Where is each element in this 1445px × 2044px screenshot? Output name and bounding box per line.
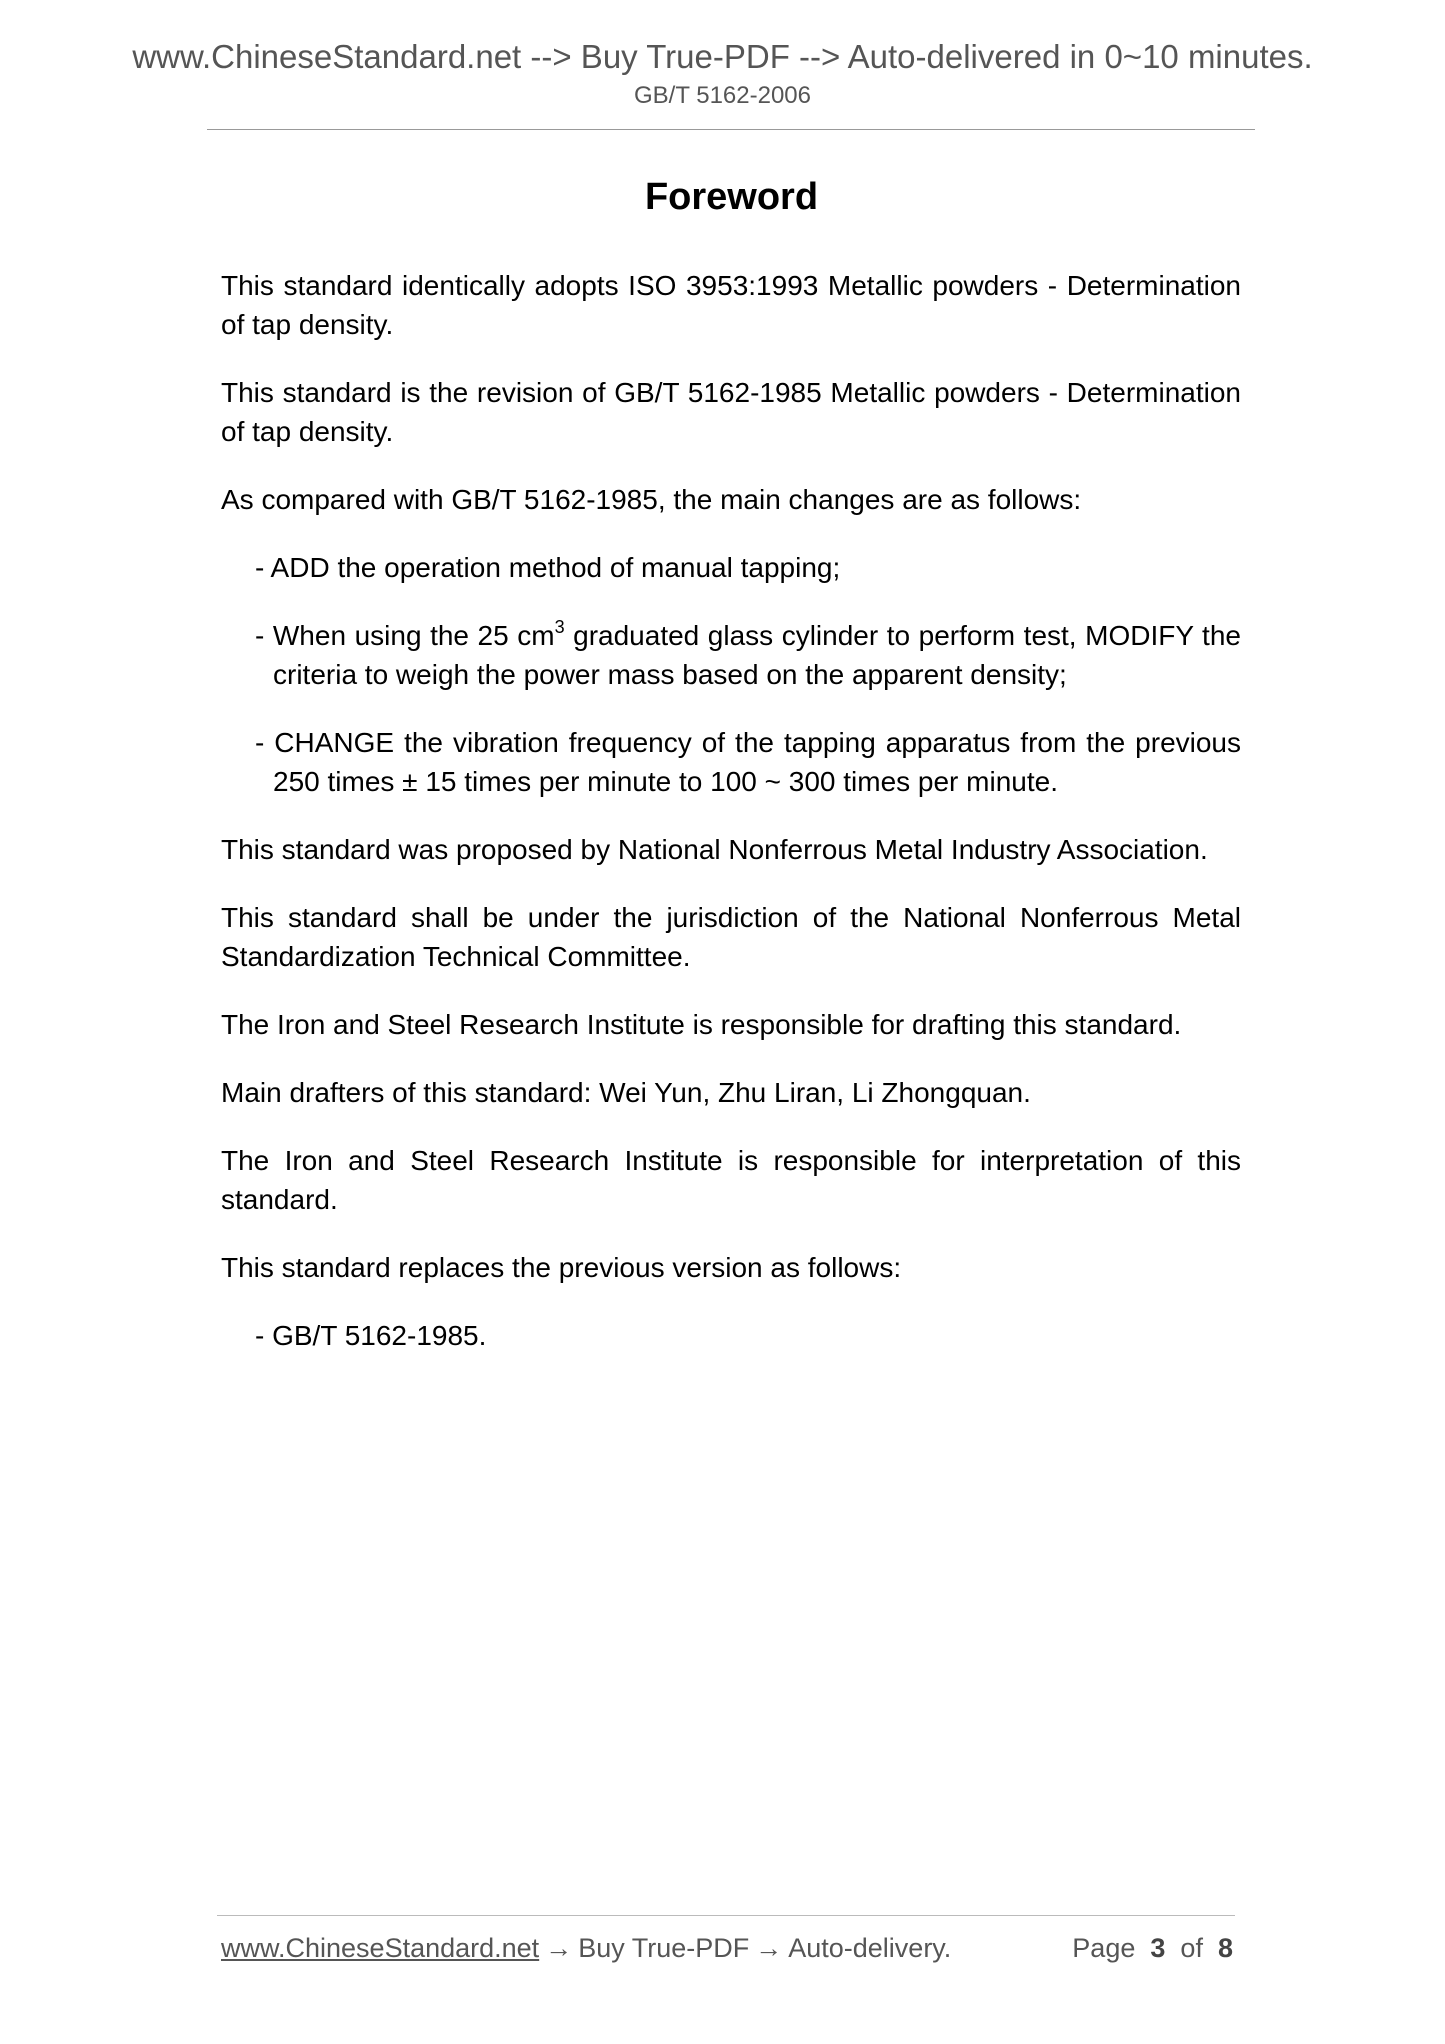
- paragraph: This standard shall be under the jurisdiction of the National Nonferrous Metal Standardization Technical Committee.: [221, 902, 1241, 972]
- arrow-right-icon: →: [545, 1933, 573, 1963]
- site-link[interactable]: www.ChineseStandard.net: [221, 1933, 540, 1963]
- page-indicator: [1072, 1933, 1233, 1964]
- page-label: Page: [1072, 1933, 1136, 1963]
- list-item: - ADD the operation method of manual tapping;: [255, 552, 841, 583]
- paragraph: The Iron and Steel Research Institute is responsible for interpretation of this standard.: [221, 1145, 1241, 1215]
- paragraph: This standard identically adopts ISO 3953:1993 Metallic powders - Determination of tap density.: [221, 270, 1241, 340]
- footer-left: [221, 1933, 951, 1964]
- arrow-right-icon: →: [755, 1933, 783, 1963]
- delivery-text: Auto-delivery.: [788, 1933, 952, 1963]
- list-item: - CHANGE the vibration frequency of the tapping apparatus from the previous 250 times ± 15 times per minute to 100 ~ 300 times per minute.: [255, 727, 1241, 797]
- page-total: 8: [1217, 1933, 1233, 1963]
- paragraph: Main drafters of this standard: Wei Yun, Zhu Liran, Li Zhongquan.: [221, 1077, 1031, 1108]
- list-item-text: graduated glass cylinder to perform test, MODIFY the criteria to weigh the power mass based on the apparent density;: [273, 620, 1241, 690]
- page-title: Foreword: [644, 176, 819, 218]
- of-label: of: [1180, 1933, 1203, 1963]
- header-divider: [207, 129, 1255, 130]
- superscript: 3: [554, 617, 565, 637]
- list-item: [221, 616, 1241, 694]
- list-item-text: - When using the 25 cm: [255, 620, 555, 651]
- foreword-body: [221, 266, 1241, 1384]
- paragraph: The Iron and Steel Research Institute is responsible for drafting this standard.: [221, 1009, 1182, 1040]
- footer-divider: [217, 1915, 1235, 1916]
- paragraph: This standard was proposed by National Nonferrous Metal Industry Association.: [221, 834, 1208, 865]
- paragraph: This standard replaces the previous version as follows:: [221, 1252, 902, 1283]
- buy-text: Buy True-PDF: [578, 1933, 750, 1963]
- list-item: - GB/T 5162-1985.: [255, 1320, 487, 1351]
- page-footer: [221, 1933, 1233, 1964]
- document-number: GB/T 5162-2006: [633, 82, 811, 109]
- paragraph: This standard is the revision of GB/T 5162-1985 Metallic powders - Determination of tap density.: [221, 377, 1241, 447]
- paragraph: As compared with GB/T 5162-1985, the main changes are as follows:: [221, 484, 1082, 515]
- page-current: 3: [1150, 1933, 1166, 1963]
- site-banner: www.ChineseStandard.net --> Buy True-PDF --> Auto-delivered in 0~10 minutes.: [132, 38, 1313, 75]
